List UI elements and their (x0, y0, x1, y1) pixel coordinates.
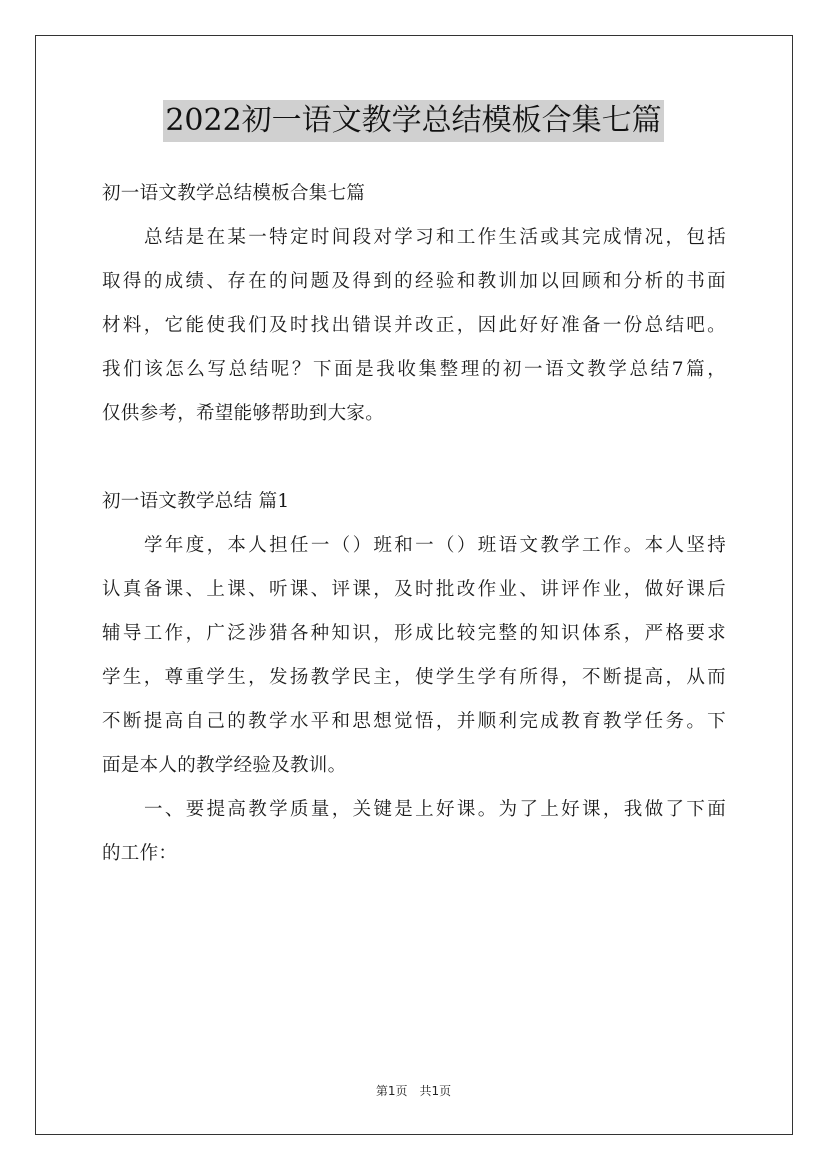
document-body (102, 172, 726, 876)
intro-line-4: 我们该怎么写总结呢？下面是我收集整理的初一语文教学总结7篇， (102, 359, 726, 380)
document-subtitle: 初一语文教学总结模板合集七篇 (102, 183, 366, 204)
section-line-5: 不断提高自己的教学水平和思想觉悟，并顺利完成教育教学任务。下 (102, 711, 726, 732)
paragraph-gap (102, 436, 726, 480)
section-line-6: 面是本人的教学经验及教训。 (102, 755, 347, 776)
page-number: 第1页 (375, 1084, 408, 1098)
document-title: 2022初一语文教学总结模板合集七篇 (163, 100, 663, 142)
section-line-3: 辅导工作，广泛涉猎各种知识，形成比较完整的知识体系，严格要求 (102, 623, 726, 644)
section-line-2: 认真备课、上课、听课、评课，及时批改作业、讲评作业，做好课后 (102, 579, 726, 600)
intro-line-2: 取得的成绩、存在的问题及得到的经验和教训加以回顾和分析的书面 (102, 271, 726, 292)
section-line-4: 学生，尊重学生，发扬教学民主，使学生学有所得，不断提高，从而 (102, 667, 726, 688)
page-total: 共1页 (419, 1084, 452, 1098)
intro-line-3: 材料，它能使我们及时找出错误并改正，因此好好准备一份总结吧。 (102, 315, 726, 336)
page-footer (0, 1082, 827, 1099)
point-line-2: 的工作： (102, 843, 178, 864)
section-line-1: 学年度，本人担任一（）班和一（）班语文教学工作。本人坚持 (144, 535, 726, 556)
point-line-1: 一、要提高教学质量，关键是上好课。为了上好课，我做了下面 (144, 799, 726, 820)
intro-line-5: 仅供参考，希望能够帮助到大家。 (102, 403, 385, 424)
title-container (0, 100, 827, 142)
intro-line-1: 总结是在某一特定时间段对学习和工作生活或其完成情况，包括 (144, 227, 726, 248)
section-heading: 初一语文教学总结 篇1 (102, 491, 290, 512)
